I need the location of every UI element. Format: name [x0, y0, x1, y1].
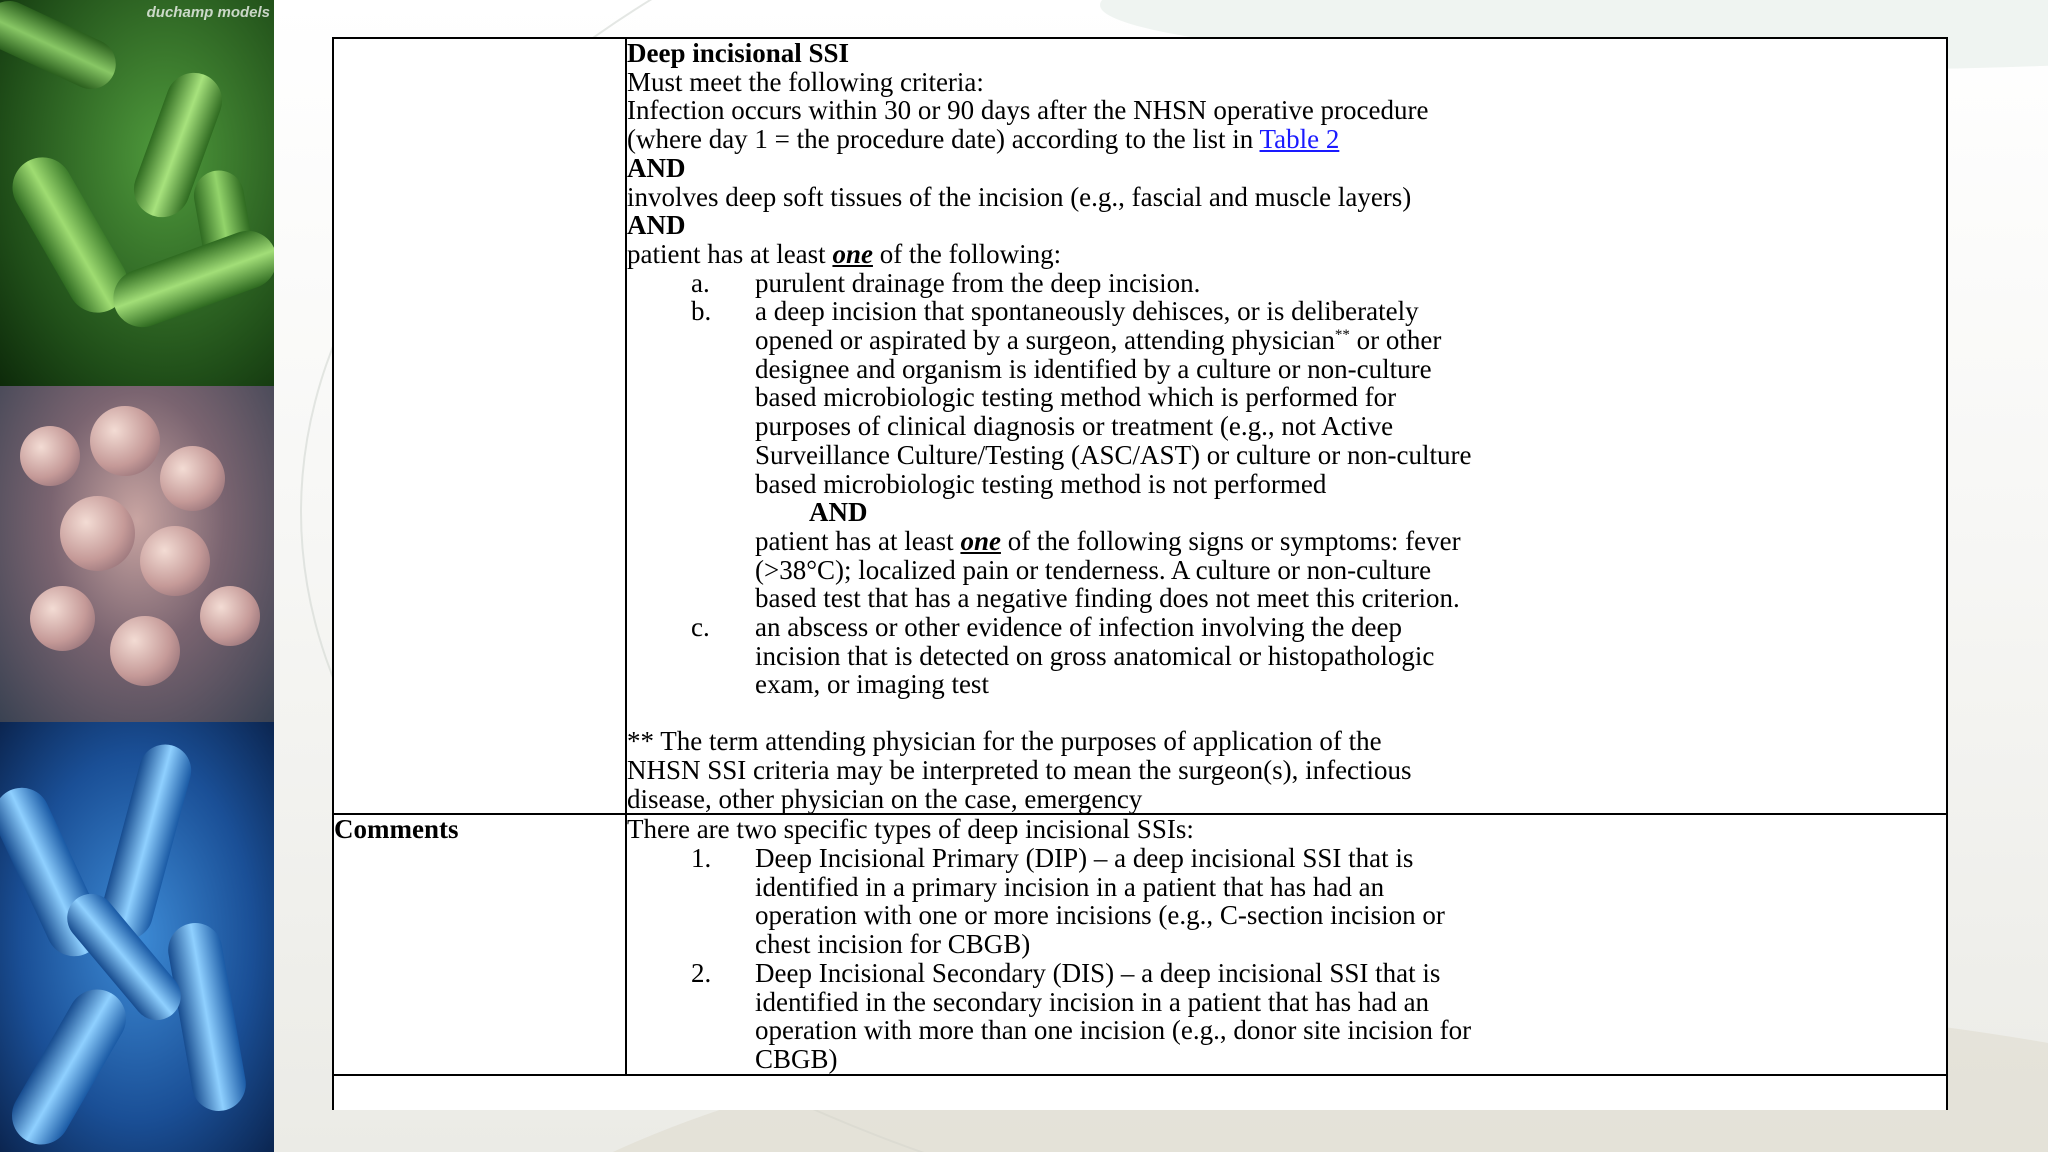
list-item-line: Deep Incisional Secondary (DIS) – a deep incisional SSI that is — [755, 957, 1441, 988]
list-item-fragment: opened or aspirated by a surgeon, attending physician — [755, 325, 1335, 356]
list-item-line: a deep incision that spontaneously dehisces, or is deliberately — [755, 296, 1419, 327]
list-marker: 1. — [691, 842, 712, 873]
list-item — [627, 613, 1946, 699]
watermark-text: duchamp models — [146, 4, 270, 21]
section-title: Deep incisional SSI — [627, 38, 850, 68]
blue-rod-bacteria-image — [0, 722, 274, 1152]
list-item-line: chest incision for CBGB) — [755, 929, 1031, 960]
list-item-line: based microbiologic testing method which is performed for — [755, 382, 1397, 413]
list-marker: a. — [691, 267, 710, 298]
row-label-cell — [334, 39, 626, 814]
table-row — [334, 814, 1946, 1074]
criteria-text: (>38°C); localized pain or tenderness. A culture or non-culture — [755, 554, 1432, 585]
list-item-text — [755, 613, 1946, 699]
cocci-bacteria-image — [0, 386, 274, 722]
list-marker: 2. — [691, 957, 712, 988]
list-item-text — [755, 297, 1946, 498]
criteria-table — [334, 39, 1946, 1076]
criteria-text: based test that has a negative finding does not meet this criterion. — [755, 583, 1460, 614]
list-item-line: Surveillance Culture/Testing (ASC/AST) or culture or non-culture — [755, 439, 1472, 470]
list-item-line: based microbiologic testing method is not performed — [755, 468, 1327, 499]
list-item — [627, 297, 1946, 498]
list-item-fragment: or other — [1349, 325, 1442, 356]
comments-intro: There are two specific types of deep incisional SSIs: — [627, 814, 1194, 845]
list-item-line: incision that is detected on gross anatomical or histopathologic — [755, 640, 1435, 671]
list-item-line: Deep Incisional Primary (DIP) – a deep incisional SSI that is — [755, 842, 1414, 873]
list-item-line: operation with one or more incisions (e.g., C-section incision or — [755, 900, 1445, 931]
list-item-line: CBGB) — [755, 1043, 838, 1074]
footnote-text: ** The term attending physician for the purposes of application of the — [627, 726, 1382, 757]
footnote-text: NHSN SSI criteria may be interpreted to mean the surgeon(s), infectious — [627, 754, 1412, 785]
row-label-cell — [334, 814, 626, 1074]
comments-label: Comments — [334, 814, 459, 845]
list-marker: c. — [691, 612, 710, 643]
list-item-line: identified in the secondary incision in a patient that has had an — [755, 986, 1430, 1017]
criteria-text-fragment: patient has at least — [755, 525, 961, 556]
photo-strip — [0, 0, 274, 1152]
criteria-document — [332, 37, 1948, 1110]
list-item-text — [755, 959, 1946, 1074]
footnote-text: disease, other physician on the case, emergency — [627, 783, 1143, 814]
list-item-line: purposes of clinical diagnosis or treatment (e.g., not Active — [755, 411, 1394, 442]
list-item — [627, 844, 1946, 959]
and-connector: AND — [809, 497, 868, 528]
criteria-cell — [626, 39, 1946, 814]
and-connector: AND — [627, 152, 686, 183]
table-2-link[interactable]: Table 2 — [1259, 124, 1340, 155]
list-item — [627, 269, 1946, 298]
list-item-text: purulent drainage from the deep incision. — [755, 267, 1201, 298]
criteria-text: Infection occurs within 30 or 90 days after the NHSN operative procedure — [627, 95, 1429, 126]
criteria-text — [627, 240, 1946, 269]
green-bacteria-image — [0, 0, 274, 386]
list-item — [627, 959, 1946, 1074]
criteria-text — [627, 125, 1946, 154]
and-connector: AND — [627, 210, 686, 241]
list-marker: b. — [691, 296, 712, 327]
criteria-intro: Must meet the following criteria: — [627, 66, 984, 97]
comments-cell — [626, 814, 1946, 1074]
criteria-text-fragment: (where day 1 = the procedure date) according to the list in — [627, 124, 1260, 155]
emphasis-one: one — [960, 525, 1001, 556]
criteria-text — [627, 527, 1946, 556]
list-item-text — [755, 844, 1946, 959]
list-item-line: operation with more than one incision (e.g., donor site incision for — [755, 1015, 1472, 1046]
list-item-line — [755, 326, 1946, 355]
footnote-marker: ** — [1334, 327, 1350, 344]
criteria-text-fragment: patient has at least — [627, 238, 833, 269]
table-row — [334, 39, 1946, 814]
list-item-line: exam, or imaging test — [755, 669, 989, 700]
list-item-line: an abscess or other evidence of infection involving the deep — [755, 612, 1403, 643]
criteria-text: involves deep soft tissues of the incision (e.g., fascial and muscle layers) — [627, 181, 1412, 212]
list-item-line: identified in a primary incision in a patient that has had an — [755, 871, 1385, 902]
emphasis-one: one — [832, 238, 873, 269]
criteria-text-fragment: of the following signs or symptoms: fever — [1000, 525, 1461, 556]
list-item-line: designee and organism is identified by a culture or non-culture — [755, 353, 1432, 384]
criteria-text-fragment: of the following: — [872, 238, 1062, 269]
